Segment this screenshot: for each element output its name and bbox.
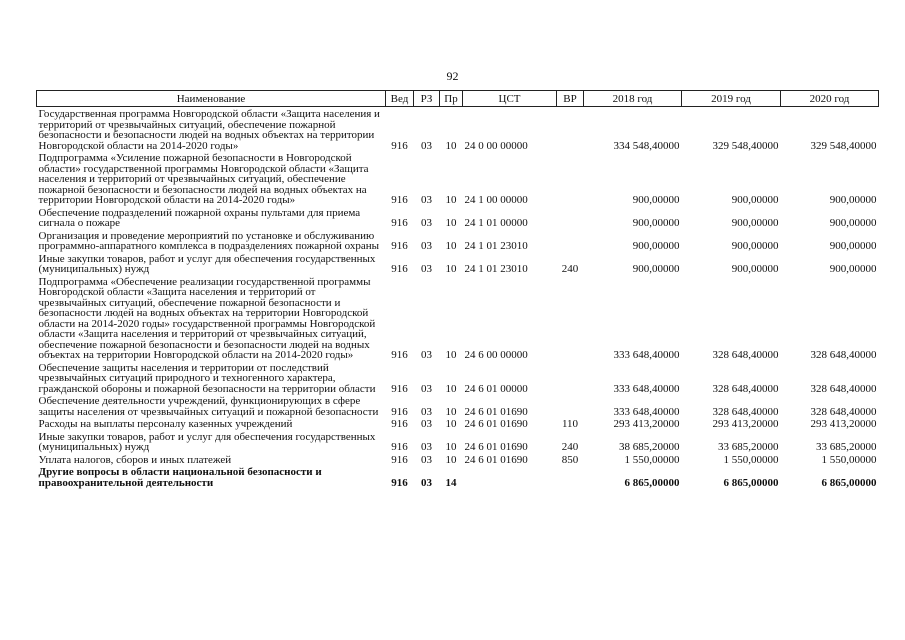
row-pr: 10	[445, 349, 457, 361]
row-cst: 24 6 01 01690	[464, 453, 528, 466]
table-row	[37, 107, 879, 152]
row-ved: 916	[391, 263, 408, 275]
row-2020: 900,00000	[829, 194, 877, 206]
row-cst: 24 1 01 00000	[464, 217, 528, 229]
row-rz: 03	[421, 349, 432, 361]
row-cst: 24 6 00 00000	[464, 349, 528, 361]
row-2020: 1 550,00000	[821, 453, 877, 466]
row-ved: 916	[391, 418, 408, 430]
row-name: Обеспечение подразделений пожарной охраны пультами для приема сигнала о пожаре	[38, 206, 361, 229]
row-ved: 916	[391, 194, 408, 206]
row-2018: 333 648,40000	[613, 382, 680, 395]
row-2019: 1 550,00000	[723, 453, 779, 466]
row-name: Организация и проведение мероприятий по установке и обслуживанию программно-аппаратного комплекса в подразделениях пожарной охраны	[38, 229, 380, 252]
row-2019: 328 648,40000	[712, 382, 779, 395]
header-2018: 2018 год	[584, 91, 682, 107]
header-vr: ВР	[557, 91, 584, 107]
row-rz: 03	[421, 405, 432, 418]
row-2018: 1 550,00000	[624, 453, 680, 466]
row-2018: 900,00000	[632, 240, 680, 252]
row-name: Иные закупки товаров, работ и услуг для обеспечения государственных (муниципальных) нужд	[38, 430, 376, 453]
row-ved: 916	[391, 240, 408, 252]
row-name: Государственная программа Новгородской области «Защита населения и территорий от чрезвычайных ситуаций, обеспечение пожарной безопасности и безопасности людей на водных объектах на территории Новгородской области на 2014-2020 годы»	[38, 108, 380, 152]
row-pr: 10	[445, 418, 457, 430]
header-pr: Пр	[440, 91, 463, 107]
row-2018: 333 648,40000	[613, 349, 680, 361]
row-rz: 03	[421, 382, 432, 395]
row-pr: 14	[445, 476, 457, 489]
row-vr	[557, 465, 584, 488]
page-number: 92	[446, 69, 459, 83]
row-pr: 10	[445, 139, 457, 152]
row-2018: 293 413,20000	[613, 418, 680, 430]
header-2019: 2019 год	[682, 91, 781, 107]
header-cst: ЦСТ	[463, 91, 557, 107]
row-2020: 328 648,40000	[810, 382, 877, 395]
table-row	[37, 361, 879, 395]
row-vr: 850	[561, 453, 579, 466]
row-rz: 03	[421, 194, 432, 206]
row-pr: 10	[445, 405, 457, 418]
row-ved: 916	[391, 139, 408, 152]
row-name: Иные закупки товаров, работ и услуг для обеспечения государственных (муниципальных) нужд	[38, 252, 376, 275]
row-pr: 10	[445, 441, 457, 453]
row-2020: 329 548,40000	[810, 139, 877, 152]
row-2018: 900,00000	[632, 263, 680, 275]
row-rz: 03	[421, 217, 432, 229]
row-cst	[463, 465, 557, 488]
row-2019: 328 648,40000	[712, 349, 779, 361]
row-ved: 916	[391, 441, 408, 453]
header-name: Наименование	[37, 91, 386, 107]
row-2020: 328 648,40000	[810, 349, 877, 361]
row-vr	[557, 151, 584, 206]
row-2019: 293 413,20000	[712, 418, 779, 430]
row-pr: 10	[445, 194, 457, 206]
row-pr: 10	[445, 217, 457, 229]
row-2019: 900,00000	[731, 217, 779, 229]
row-cst: 24 1 00 00000	[464, 194, 528, 206]
row-rz: 03	[421, 139, 432, 152]
table-row	[37, 252, 879, 275]
table-row	[37, 206, 879, 229]
row-ved: 916	[391, 405, 408, 418]
row-cst: 24 6 01 01690	[464, 441, 528, 453]
row-2020: 328 648,40000	[810, 405, 877, 418]
row-2018: 334 548,40000	[613, 139, 680, 152]
row-name: Расходы на выплаты персоналу казенных учреждений	[38, 418, 293, 430]
row-rz: 03	[421, 476, 432, 489]
row-rz: 03	[421, 453, 432, 466]
row-2019: 328 648,40000	[712, 405, 779, 418]
row-name: Уплата налогов, сборов и иных платежей	[38, 453, 232, 466]
row-rz: 03	[421, 263, 432, 275]
row-name: Подпрограмма «Усиление пожарной безопасности в Новгородской области» государственной программы Новгородской области «Защита населения и территорий от чрезвычайных ситуаций, обеспечение пожарной безопасности и безопасности людей на водных объектах на территории Новгородской области на 2014-2020 годы»	[38, 152, 369, 206]
row-2020: 900,00000	[829, 263, 877, 275]
row-vr: 240	[561, 263, 579, 275]
row-name: Подпрограмма «Обеспечение реализации государственной программы Новгородской области «Защита населения и территорий от чрезвычайных ситуаций, обеспечение пожарной безопасности и безопасности людей на водных объектах на территории Новгородской области на 2014-2020 годы» государственной программы Новгородской области «Защита населения и территорий от чрезвычайных ситуаций, обеспечение пожарной безопасности и безопасности людей на водных объектах на территории Новгородской области на 2014-2020 годы»	[38, 275, 376, 361]
row-ved: 916	[391, 453, 408, 466]
table-row	[37, 275, 879, 361]
row-cst: 24 6 01 01690	[464, 418, 528, 430]
table-header-row	[37, 91, 879, 107]
row-cst: 24 6 01 01690	[464, 405, 528, 418]
row-ved: 916	[391, 217, 408, 229]
row-pr: 10	[445, 240, 457, 252]
row-cst: 24 1 01 23010	[464, 240, 528, 252]
header-2020: 2020 год	[781, 91, 879, 107]
row-2020: 6 865,00000	[821, 476, 877, 489]
row-vr	[557, 229, 584, 252]
row-rz: 03	[421, 418, 432, 430]
row-vr	[557, 275, 584, 361]
row-name: Обеспечение защиты населения и территории от последствий чрезвычайных ситуаций природного и техногенного характера, гражданской обороны и пожарной безопасности на территории области	[38, 361, 376, 395]
table-row-bold	[37, 465, 879, 488]
row-rz: 03	[421, 240, 432, 252]
row-ved: 916	[391, 349, 408, 361]
row-pr: 10	[445, 382, 457, 395]
row-2019: 6 865,00000	[723, 476, 779, 489]
row-2019: 329 548,40000	[712, 139, 779, 152]
row-vr: 110	[561, 418, 579, 430]
row-2019: 900,00000	[731, 240, 779, 252]
table-row	[37, 417, 879, 430]
table-row	[37, 430, 879, 453]
row-cst: 24 1 01 23010	[464, 263, 528, 275]
row-2020: 900,00000	[829, 217, 877, 229]
table-row	[37, 394, 879, 417]
row-vr	[557, 206, 584, 229]
table-row	[37, 453, 879, 466]
row-2020: 900,00000	[829, 240, 877, 252]
row-2020: 33 685,20000	[816, 441, 877, 453]
row-name: Обеспечение деятельности учреждений, функционирующих в сфере защиты населения от чрезвычайных ситуаций и пожарной безопасности	[38, 395, 379, 418]
row-rz: 03	[421, 441, 432, 453]
row-2020: 293 413,20000	[810, 418, 877, 430]
row-2019: 900,00000	[731, 194, 779, 206]
row-pr: 10	[445, 263, 457, 275]
budget-table	[36, 90, 879, 488]
table-row	[37, 229, 879, 252]
row-ved: 916	[391, 382, 408, 395]
row-2019: 900,00000	[731, 263, 779, 275]
row-name: Другие вопросы в области национальной безопасности и правоохранительной деятельности	[38, 466, 322, 489]
row-2018: 38 685,20000	[619, 441, 680, 453]
header-rz: РЗ	[414, 91, 440, 107]
row-2018: 900,00000	[632, 194, 680, 206]
row-vr	[557, 361, 584, 395]
row-2018: 333 648,40000	[613, 405, 680, 418]
row-vr	[557, 107, 584, 152]
header-ved: Вед	[386, 91, 414, 107]
row-vr	[557, 394, 584, 417]
row-vr: 240	[561, 441, 579, 453]
row-cst: 24 6 01 00000	[464, 382, 528, 395]
row-2019: 33 685,20000	[718, 441, 779, 453]
row-2018: 6 865,00000	[624, 476, 680, 489]
table-row	[37, 151, 879, 206]
row-2018: 900,00000	[632, 217, 680, 229]
row-ved: 916	[391, 476, 408, 489]
row-pr: 10	[445, 453, 457, 466]
row-cst: 24 0 00 00000	[464, 139, 528, 152]
